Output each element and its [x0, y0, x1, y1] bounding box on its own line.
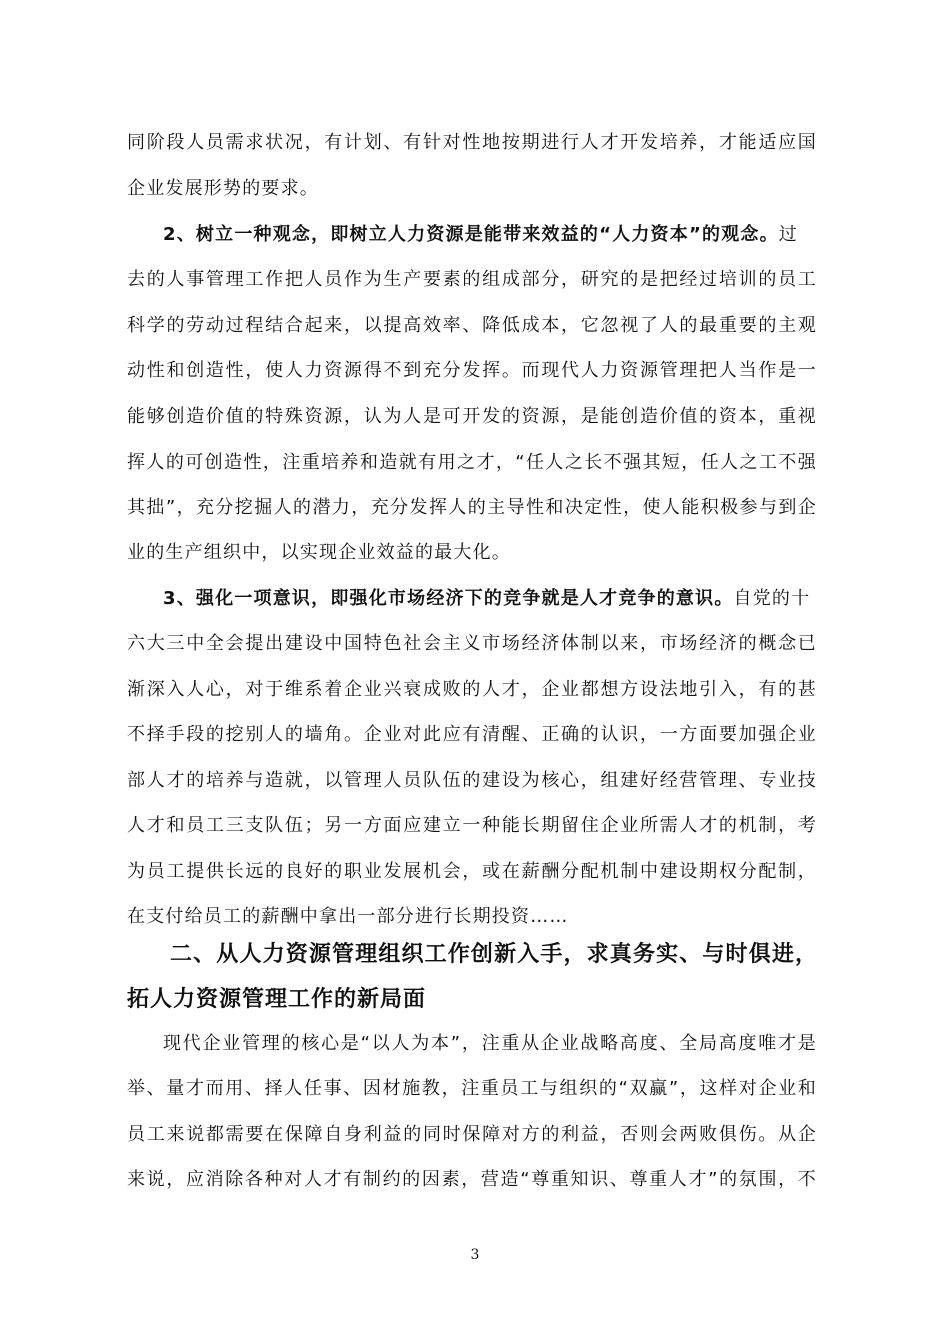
body-text-line: 挥人的可创造性，注重培养和造就有用之才，“任人之长不强其短，任人之工不强 [127, 452, 817, 473]
body-text-line: 来说，应消除各种对人才有制约的因素，营造“尊重知识、尊重人才”的氛围，不 [127, 1169, 817, 1190]
body-text-line: 科学的劳动过程结合起来，以提高效率、降低成本，它忽视了人的最重要的主观 [127, 315, 817, 336]
body-text-line: 渐深入人心，对于维系着企业兴衰成败的人才，企业都想方设法地引入，有的甚 [127, 679, 817, 700]
item-2-lead-rest: 过 [778, 224, 798, 245]
body-text-line: 其拙”，充分挖掘人的潜力，充分发挥人的主导性和决定性，使人能积极参与到企 [127, 497, 817, 518]
section-heading-line: 拓人力资源管理工作的新局面 [127, 987, 427, 1012]
body-text-line: 企业发展形势的要求。 [127, 178, 319, 199]
body-text-line: 人才和员工三支队伍；另一方面应建立一种能长期留住企业所需人才的机制，考 [127, 815, 817, 836]
section-heading-line: 二、从人力资源管理组织工作创新入手，求真务实、与时俱进， [170, 942, 818, 967]
body-text-line: 在支付给员工的薪酬中拿出一部分进行长期投资…… [127, 906, 569, 927]
body-text-line: 业的生产组织中，以实现企业效益的最大化。 [127, 542, 511, 563]
body-text-line: 能够创造价值的特殊资源，认为人是可开发的资源，是能创造价值的资本，重视 [127, 406, 817, 427]
body-text-line: 六大三中全会提出建设中国特色社会主义市场经济体制以来，市场经济的概念已 [127, 633, 817, 654]
item-2-bold-lead: 2、树立一种观念，即树立人力资源是能带来效益的“人力资本”的观念。 [163, 224, 779, 245]
item-3-bold-lead: 3、强化一项意识，即强化市场经济下的竞争就是人才竞争的意识。 [163, 588, 734, 609]
body-text-line: 员工来说都需要在保障自身利益的同时保障对方的利益，否则会两败俱伤。从企 [127, 1124, 817, 1145]
body-text-line: 为员工提供长远的良好的职业发展机会，或在薪酬分配机制中建设期权分配制， [127, 861, 817, 882]
body-text-line: 同阶段人员需求状况，有计划、有针对性地按期进行人才开发培养，才能适应国 [127, 132, 817, 153]
body-text-line: 动性和创造性，使人力资源得不到充分发挥。而现代人力资源管理把人当作是一 [127, 360, 817, 381]
item-2-first-line [163, 223, 798, 247]
page-number: 3 [470, 1247, 480, 1263]
body-text-line: 部人才的培养与造就，以管理人员队伍的建设为核心，组建好经营管理、专业技 [127, 770, 817, 791]
body-text-line: 去的人事管理工作把人员作为生产要素的组成部分，研究的是把经过培训的员工 [127, 269, 817, 290]
body-text-line: 现代企业管理的核心是“以人为本”，注重从企业战略高度、全局高度唯才是 [163, 1033, 817, 1054]
body-text-line: 不择手段的挖别人的墙角。企业对此应有清醒、正确的认识，一方面要加强企业 [127, 724, 817, 745]
body-text-line: 举、量才而用、择人任事、因材施教，注重员工与组织的“双赢”，这样对企业和 [127, 1078, 817, 1099]
item-3-lead-rest: 自党的十 [733, 588, 811, 609]
item-3-first-line [163, 587, 810, 611]
